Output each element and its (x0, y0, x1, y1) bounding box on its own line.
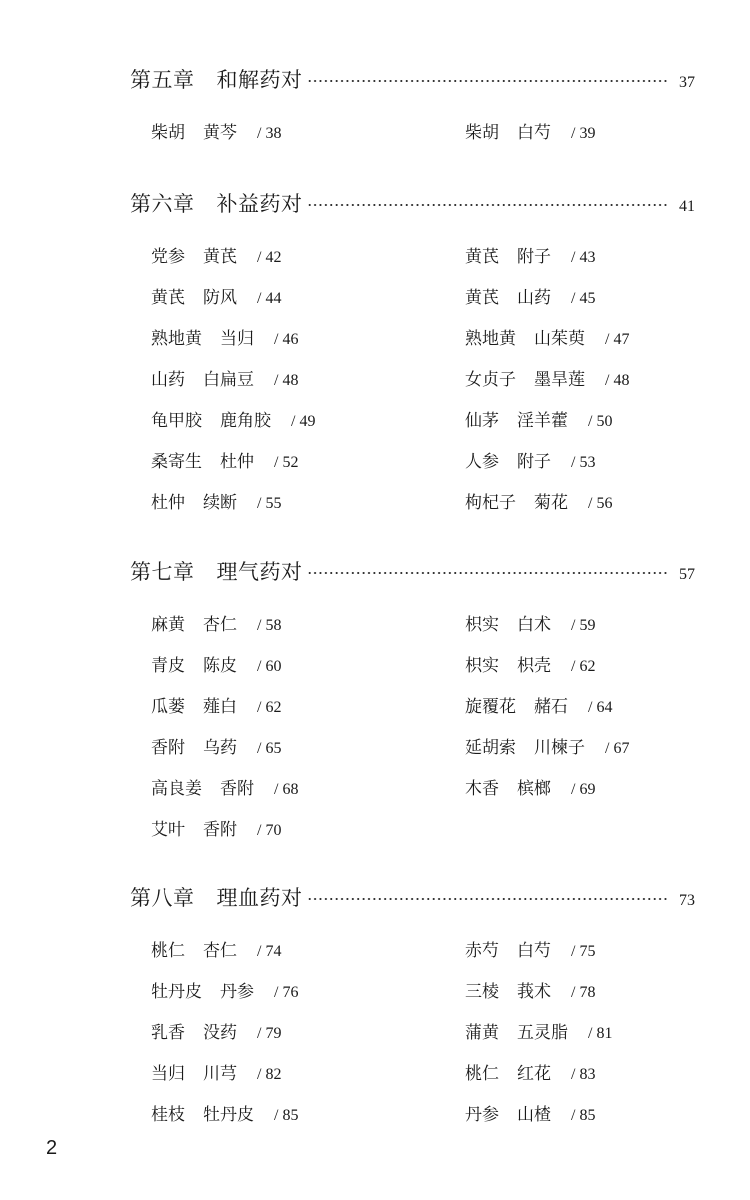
herb-name-2: 白术 (517, 615, 551, 635)
chapter-number: 第八章 (130, 886, 195, 910)
chapter-page-number: 41 (679, 198, 695, 215)
herb-name-1: 熟地黄 (151, 329, 202, 349)
chapter-page-number: 37 (679, 74, 695, 91)
herb-name-2: 当归 (220, 329, 254, 349)
herb-name-1: 当归 (151, 1064, 185, 1084)
herb-name-1: 三棱 (465, 982, 499, 1002)
herb-name-1: 丹参 (465, 1105, 499, 1125)
dot-leader (307, 898, 668, 900)
entry-page-number: / 55 (257, 495, 282, 512)
entry-page-number: / 85 (274, 1107, 299, 1124)
entry-page-number: / 75 (571, 943, 596, 960)
toc-entry[interactable] (151, 774, 298, 798)
herb-name-1: 黄芪 (151, 288, 185, 308)
entry-page-number: / 48 (605, 372, 630, 389)
herb-name-2: 杜仲 (220, 452, 254, 472)
herb-name-2: 山药 (517, 288, 551, 308)
toc-entry[interactable] (465, 977, 595, 1001)
toc-entry[interactable] (465, 118, 595, 142)
chapter-title: 和解药对 (216, 68, 303, 92)
chapter-section (130, 188, 695, 513)
chapter-page-number: 73 (679, 892, 695, 909)
toc-entry[interactable] (151, 242, 281, 266)
dot-leader (307, 80, 668, 82)
herb-name-2: 菊花 (534, 493, 568, 513)
toc-entry[interactable] (465, 488, 612, 512)
entry-page-number: / 67 (605, 740, 630, 757)
herb-name-1: 旋覆花 (465, 697, 516, 717)
chapter-title: 理血药对 (216, 886, 303, 910)
herb-name-1: 女贞子 (465, 370, 516, 390)
entry-page-number: / 81 (588, 1025, 613, 1042)
toc-entry[interactable] (465, 1018, 612, 1042)
herb-name-1: 桂枝 (151, 1105, 185, 1125)
entry-page-number: / 83 (571, 1066, 596, 1083)
toc-entry[interactable] (465, 365, 629, 389)
entry-page-number: / 82 (257, 1066, 282, 1083)
entry-page-number: / 39 (571, 125, 596, 142)
herb-name-1: 山药 (151, 370, 185, 390)
herb-name-1: 延胡索 (465, 738, 516, 758)
entry-page-number: / 62 (257, 699, 282, 716)
herb-name-1: 蒲黄 (465, 1023, 499, 1043)
toc-entry[interactable] (465, 1100, 595, 1124)
chapter-heading[interactable] (130, 188, 695, 216)
toc-entry[interactable] (151, 488, 281, 512)
entry-page-number: / 38 (257, 125, 282, 142)
toc-entry[interactable] (151, 1100, 298, 1124)
herb-name-1: 龟甲胶 (151, 411, 202, 431)
chapter-number: 第六章 (130, 192, 195, 216)
chapter-heading[interactable] (130, 882, 695, 910)
herb-name-1: 枸杞子 (465, 493, 516, 513)
toc-entry[interactable] (151, 1018, 281, 1042)
herb-name-2: 墨旱莲 (534, 370, 585, 390)
herb-name-1: 木香 (465, 779, 499, 799)
entry-page-number: / 42 (257, 249, 282, 266)
toc-entry[interactable] (465, 610, 595, 634)
entry-page-number: / 48 (274, 372, 299, 389)
herb-name-1: 青皮 (151, 656, 185, 676)
chapter-number: 第五章 (130, 68, 195, 92)
herb-name-2: 香附 (203, 820, 237, 840)
herb-name-1: 乳香 (151, 1023, 185, 1043)
entry-page-number: / 64 (588, 699, 613, 716)
toc-entry[interactable] (151, 406, 315, 430)
herb-name-1: 赤芍 (465, 941, 499, 961)
entry-page-number: / 74 (257, 943, 282, 960)
entry-page-number: / 60 (257, 658, 282, 675)
herb-name-2: 淫羊藿 (517, 411, 568, 431)
toc-entry[interactable] (465, 1059, 595, 1083)
toc-entry[interactable] (465, 936, 595, 960)
herb-name-2: 赭石 (534, 697, 568, 717)
herb-name-2: 牡丹皮 (203, 1105, 254, 1125)
page-number: 2 (46, 1137, 58, 1159)
herb-name-1: 高良姜 (151, 779, 202, 799)
entry-page-number: / 53 (571, 454, 596, 471)
herb-name-2: 陈皮 (203, 656, 237, 676)
herb-name-2: 附子 (517, 452, 551, 472)
herb-name-1: 麻黄 (151, 615, 185, 635)
chapter-heading[interactable] (130, 556, 695, 584)
herb-name-1: 艾叶 (151, 820, 185, 840)
chapter-title: 理气药对 (216, 560, 303, 584)
toc-entry[interactable] (151, 733, 281, 757)
entry-page-number: / 70 (257, 822, 282, 839)
entry-page-number: / 85 (571, 1107, 596, 1124)
toc-entry[interactable] (151, 610, 281, 634)
herb-name-2: 防风 (203, 288, 237, 308)
entry-page-number: / 45 (571, 290, 596, 307)
toc-entry[interactable] (151, 815, 281, 839)
herb-name-1: 香附 (151, 738, 185, 758)
toc-entry[interactable] (151, 283, 281, 307)
toc-entry[interactable] (465, 406, 612, 430)
herb-name-2: 没药 (203, 1023, 237, 1043)
herb-name-1: 枳实 (465, 615, 499, 635)
entry-page-number: / 62 (571, 658, 596, 675)
herb-name-1: 人参 (465, 452, 499, 472)
toc-entry[interactable] (151, 447, 298, 471)
herb-name-1: 柴胡 (151, 123, 185, 143)
herb-name-2: 续断 (203, 493, 237, 513)
toc-entry[interactable] (151, 365, 298, 389)
entry-page-number: / 68 (274, 781, 299, 798)
entry-page-number: / 65 (257, 740, 282, 757)
toc-entry[interactable] (465, 447, 595, 471)
herb-name-2: 黄芪 (203, 247, 237, 267)
herb-name-2: 白芍 (517, 123, 551, 143)
herb-name-1: 瓜蒌 (151, 697, 185, 717)
entry-page-number: / 69 (571, 781, 596, 798)
herb-name-1: 柴胡 (465, 123, 499, 143)
chapter-section (130, 882, 695, 1125)
toc-entry[interactable] (465, 692, 612, 716)
herb-name-2: 莪术 (517, 982, 551, 1002)
herb-name-1: 桃仁 (465, 1064, 499, 1084)
toc-entry[interactable] (151, 936, 281, 960)
herb-name-1: 黄芪 (465, 247, 499, 267)
chapter-section (130, 556, 695, 840)
chapter-number: 第七章 (130, 560, 195, 584)
herb-name-2: 白芍 (517, 941, 551, 961)
toc-entry[interactable] (465, 242, 595, 266)
entry-page-number: / 58 (257, 617, 282, 634)
herb-name-1: 桃仁 (151, 941, 185, 961)
herb-name-2: 槟榔 (517, 779, 551, 799)
herb-name-2: 黄芩 (203, 123, 237, 143)
entry-page-number: / 46 (274, 331, 299, 348)
toc-entry[interactable] (151, 1059, 281, 1083)
herb-name-2: 川芎 (203, 1064, 237, 1084)
herb-name-2: 杏仁 (203, 941, 237, 961)
entry-page-number: / 52 (274, 454, 299, 471)
herb-name-1: 桑寄生 (151, 452, 202, 472)
dot-leader (307, 204, 668, 206)
herb-name-1: 党参 (151, 247, 185, 267)
chapter-section (130, 64, 695, 143)
herb-name-2: 薤白 (203, 697, 237, 717)
herb-name-2: 乌药 (203, 738, 237, 758)
herb-name-2: 杏仁 (203, 615, 237, 635)
herb-name-1: 牡丹皮 (151, 982, 202, 1002)
herb-name-2: 香附 (220, 779, 254, 799)
entry-page-number: / 44 (257, 290, 282, 307)
herb-name-1: 黄芪 (465, 288, 499, 308)
toc-entry[interactable] (151, 118, 281, 142)
chapter-page-number: 57 (679, 566, 695, 583)
herb-name-2: 红花 (517, 1064, 551, 1084)
dot-leader (307, 572, 668, 574)
toc-entry[interactable] (465, 651, 595, 675)
entry-page-number: / 78 (571, 984, 596, 1001)
entry-page-number: / 49 (291, 413, 316, 430)
toc-entry[interactable] (151, 692, 281, 716)
herb-name-2: 川楝子 (534, 738, 585, 758)
chapter-title: 补益药对 (216, 192, 303, 216)
herb-name-1: 熟地黄 (465, 329, 516, 349)
toc-entry[interactable] (151, 651, 281, 675)
herb-name-2: 枳壳 (517, 656, 551, 676)
herb-name-1: 仙茅 (465, 411, 499, 431)
toc-entry[interactable] (465, 283, 595, 307)
toc-entry[interactable] (465, 324, 629, 348)
herb-name-2: 白扁豆 (203, 370, 254, 390)
toc-entry[interactable] (465, 774, 595, 798)
entry-page-number: / 50 (588, 413, 613, 430)
herb-name-2: 山茱萸 (534, 329, 585, 349)
entry-page-number: / 76 (274, 984, 299, 1001)
entry-page-number: / 43 (571, 249, 596, 266)
entry-page-number: / 56 (588, 495, 613, 512)
entry-page-number: / 79 (257, 1025, 282, 1042)
chapter-heading[interactable] (130, 64, 695, 92)
entry-page-number: / 47 (605, 331, 630, 348)
entry-page-number: / 59 (571, 617, 596, 634)
herb-name-2: 五灵脂 (517, 1023, 568, 1043)
herb-name-2: 丹参 (220, 982, 254, 1002)
herb-name-1: 杜仲 (151, 493, 185, 513)
herb-name-2: 山楂 (517, 1105, 551, 1125)
toc-entry[interactable] (151, 324, 298, 348)
herb-name-1: 枳实 (465, 656, 499, 676)
herb-name-2: 附子 (517, 247, 551, 267)
toc-entry[interactable] (151, 977, 298, 1001)
herb-name-2: 鹿角胶 (220, 411, 271, 431)
toc-entry[interactable] (465, 733, 629, 757)
